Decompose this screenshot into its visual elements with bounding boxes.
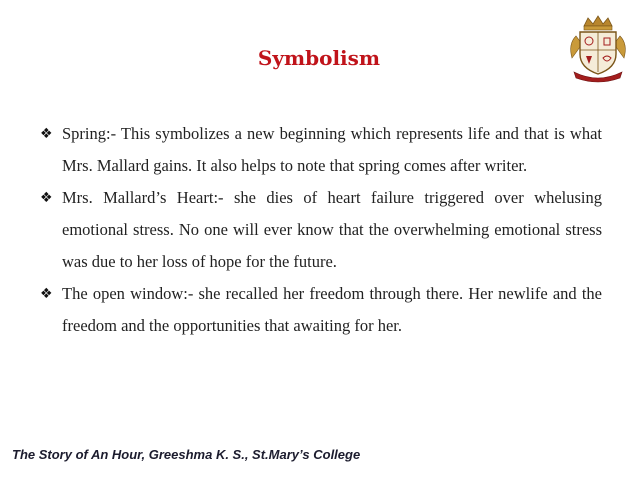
slide-footer: The Story of An Hour, Greeshma K. S., St.Mary’s College bbox=[12, 447, 361, 462]
slide-title: Symbolism bbox=[257, 46, 381, 70]
bullet-text: The open window:- she recalled her freedom through there. Her newlife and the freedom and the opportunities that awaiting for her. bbox=[62, 284, 602, 335]
college-crest-icon bbox=[566, 14, 630, 84]
diamond-bullet-icon: ❖ bbox=[40, 126, 53, 142]
bullet-item-spring bbox=[40, 118, 602, 182]
bullet-item-heart bbox=[40, 182, 602, 278]
bullet-text: Spring:- This symbolizes a new beginning which represents life and that is what Mrs. Mallard gains. It also helps to note that spring comes after writer. bbox=[62, 124, 602, 175]
bullet-list bbox=[40, 118, 602, 342]
diamond-bullet-icon: ❖ bbox=[40, 286, 53, 302]
bullet-text: Mrs. Mallard’s Heart:- she dies of heart failure triggered over whelusing emotional stress. No one will ever know that the overwhelming emotional stress was due to her loss of hope for the future. bbox=[62, 188, 602, 271]
bullet-item-window bbox=[40, 278, 602, 342]
diamond-bullet-icon: ❖ bbox=[40, 190, 53, 206]
